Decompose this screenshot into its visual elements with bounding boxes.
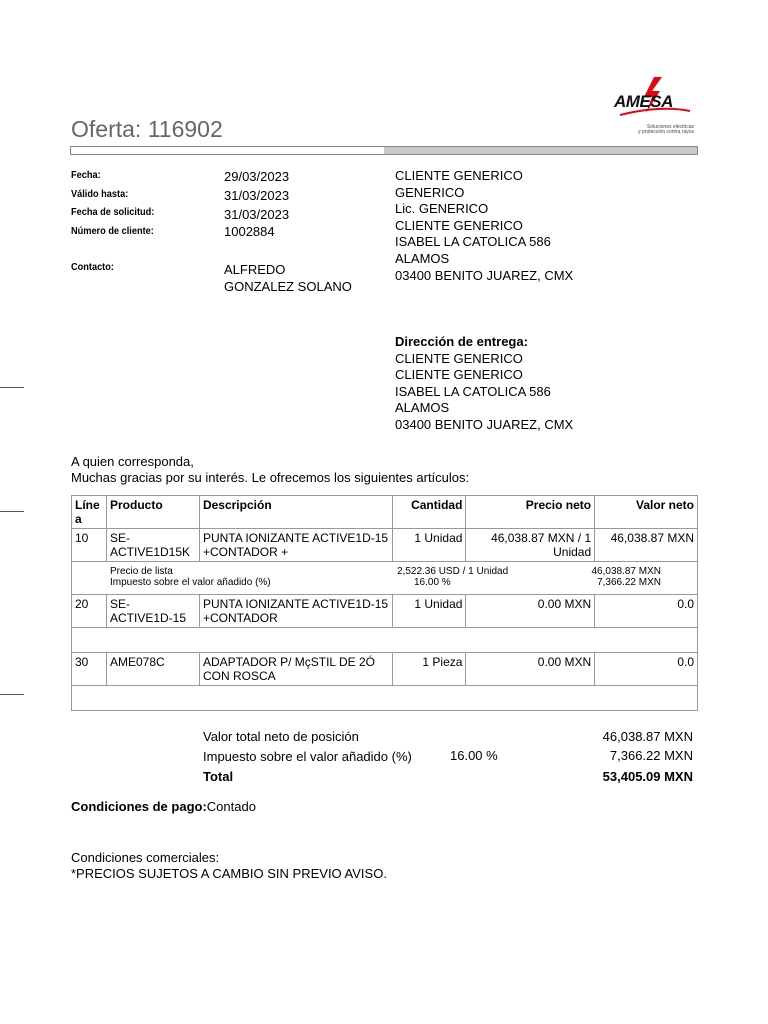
company-logo [610,75,702,141]
table-row: 10 SE- ACTIVE1D15K PUNTA IONIZANTE ACTIVE1D-15 +CONTADOR + 1 Unidad 46,038.87 MXN / 1 Unidad 46,038.87 MXN [72,529,698,562]
total-label: Total [203,769,234,784]
total-iva-label: Impuesto sobre el valor añadido (%) [203,749,412,764]
cliente-value: 1002884 [224,224,275,239]
iva-label: Impuesto sobre el valor añadido (%) [110,577,271,588]
total-iva-value: 7,366.22 MXN [609,748,693,763]
iva-pct: 16.00 % [414,577,451,588]
header-bar [70,146,698,155]
col-producto: Producto [106,496,199,529]
col-precio: Precio neto [466,496,595,529]
table-row: 30 AME078C ADAPTADOR P/ MçSTIL DE 2Ó CON ROSCA 1 Pieza 0.00 MXN 0.0 [72,653,698,686]
solicitud-label: Fecha de solicitud: [71,207,155,218]
total-neto-value: 46,038.87 MXN [602,729,693,744]
contacto-value: ALFREDO GONZALEZ SOLANO [224,262,352,294]
precio-lista-total: 46,038.87 MXN [591,566,661,577]
fecha-value: 29/03/2023 [224,169,290,184]
table-detail-row [72,562,698,595]
table-row: 20 SE- ACTIVE1D-15 PUNTA IONIZANTE ACTIVE1D-15 +CONTADOR 1 Unidad 0.00 MXN 0.0 [72,595,698,628]
logo-text: AMESA [614,92,673,111]
header-bar-fill [384,147,697,154]
condiciones-pago-value: Contado [206,799,256,814]
col-linea: Líne a [72,496,107,529]
items-table [71,495,698,711]
total-value: 53,405.09 MXN [602,769,693,784]
fold-mark [0,511,24,512]
iva-total: 7,366.22 MXN [597,577,661,588]
col-descripcion: Descripción [199,496,393,529]
fold-mark [0,694,24,695]
precio-lista-label: Precio de lista [110,566,173,577]
valido-label: Válido hasta: [71,189,129,200]
solicitud-value: 31/03/2023 [224,207,290,222]
table-empty-row [72,628,698,653]
customer-address: CLIENTE GENERICO GENERICO Lic. GENERICO CLIENTE GENERICO ISABEL LA CATOLICA 586 ALAMOS 03400 BENITO JUAREZ, CMX [395,168,574,283]
delivery-label: Dirección de entrega: [395,334,528,349]
delivery-address: Dirección de entrega: CLIENTE GENERICO CLIENTE GENERICO ISABEL LA CATOLICA 586 ALAMOS 03400 BENITO JUAREZ, CMX [395,334,574,432]
precio-lista-value: 2,522.36 USD / 1 Unidad [397,566,509,577]
intro-text: A quien corresponda, Muchas gracias por su interés. Le ofrecemos los siguientes artículos: [71,454,470,485]
table-empty-row [72,686,698,711]
cliente-label: Número de cliente: [71,226,154,237]
col-cantidad: Cantidad [393,496,466,529]
valido-value: 31/03/2023 [224,188,290,203]
table-header-row [72,496,698,529]
condiciones-pago [71,799,256,814]
logo-tagline: Soluciones eléctricas y protección contra rayos [638,124,694,135]
fold-mark [0,387,24,388]
col-valor: Valor neto [595,496,698,529]
condiciones-pago-label: Condiciones de pago: [71,799,207,814]
contacto-label: Contacto: [71,262,114,273]
condiciones-comerciales: Condiciones comerciales: *PRECIOS SUJETOS A CAMBIO SIN PREVIO AVISO. [71,850,387,881]
total-neto-label: Valor total neto de posición [203,729,359,744]
fecha-label: Fecha: [71,170,101,181]
page-title: Oferta: 116902 [71,116,223,142]
total-iva-pct: 16.00 % [450,748,498,763]
